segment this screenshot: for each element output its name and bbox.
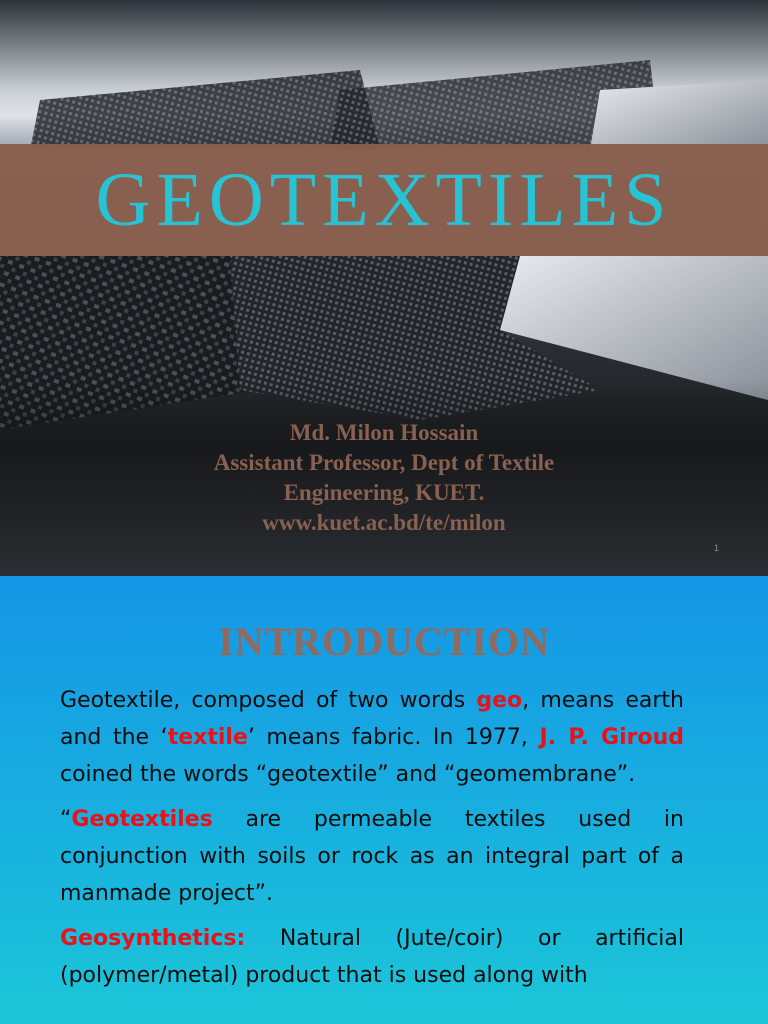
highlight-geotextiles: Geotextiles bbox=[71, 807, 213, 832]
introduction-slide bbox=[0, 576, 768, 1024]
intro-title: INTRODUCTION bbox=[217, 619, 551, 664]
author-position: Assistant Professor, Dept of Textile bbox=[213, 450, 555, 475]
intro-title-wrap bbox=[0, 618, 768, 665]
title-band bbox=[0, 144, 768, 256]
author-department: Engineering, KUET. bbox=[283, 480, 485, 505]
intro-body bbox=[60, 682, 684, 1002]
text-run: , means earth and the ‘ bbox=[60, 688, 684, 750]
highlight-geosynthetics: Geosynthetics: bbox=[60, 926, 246, 951]
paragraph-geotextile-origin bbox=[60, 682, 684, 793]
text-run: Natural (Jute/coir) or artificial (polymer/metal) product that is used along with bbox=[60, 926, 684, 988]
text-run: ’ means fabric. In 1977, bbox=[247, 725, 540, 750]
text-run: coined the words “geotextile” and “geomembrane”. bbox=[60, 762, 636, 787]
author-block bbox=[0, 418, 768, 538]
slide-title: GEOTEXTILES bbox=[95, 157, 673, 242]
text-run: are permeable textiles used in conjunction with soils or rock as an integral part of a manmade project”. bbox=[60, 807, 684, 906]
paragraph-geosynthetics bbox=[60, 920, 684, 994]
page-number: 1 bbox=[714, 543, 720, 553]
highlight-textile: textile bbox=[167, 725, 248, 750]
paragraph-geotextiles-definition bbox=[60, 801, 684, 912]
author-website[interactable]: www.kuet.ac.bd/te/milon bbox=[262, 510, 506, 535]
highlight-geo: geo bbox=[476, 688, 523, 713]
text-run: “ bbox=[60, 807, 72, 832]
highlight-giroud: J. P. Giroud bbox=[539, 725, 684, 750]
text-run: Geotextile, composed of two words bbox=[60, 688, 477, 713]
author-name: Md. Milon Hossain bbox=[289, 420, 479, 445]
